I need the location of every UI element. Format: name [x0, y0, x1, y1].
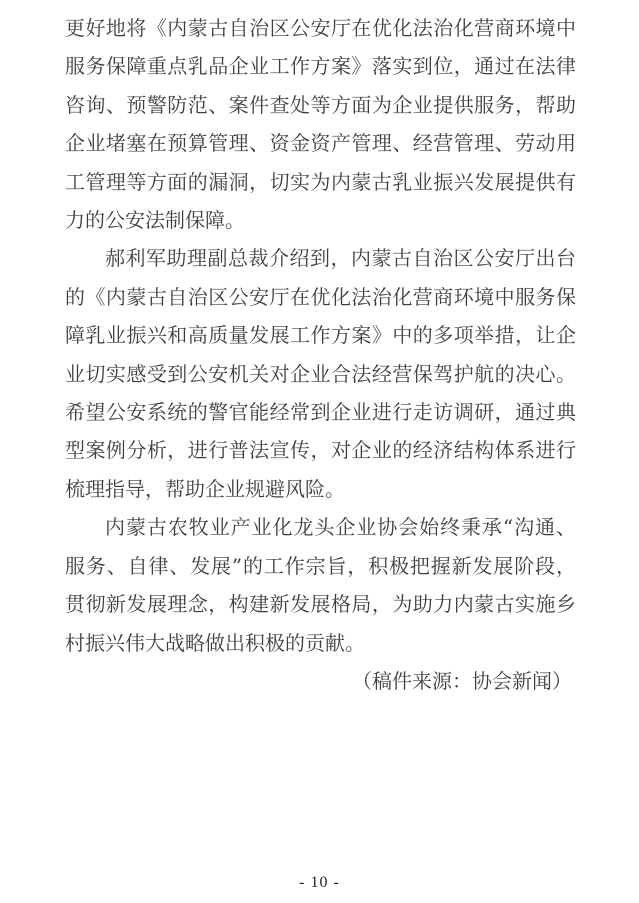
text-line: 梳理指导，帮助企业规避风险。	[65, 476, 345, 501]
text-line: 服务、自律、发展”的工作宗旨，积极把握新发展阶段，	[65, 553, 576, 578]
text-line: 工管理等方面的漏洞，切实为内蒙古乳业振兴发展提供有	[65, 169, 576, 194]
text-line: 障乳业振兴和高质量发展工作方案》中的多项举措，让企	[65, 323, 576, 348]
attribution-line: （稿件来源：协会新闻）	[352, 668, 572, 693]
text-line: 咨询、预警防范、案件查处等方面为企业提供服务，帮助	[65, 92, 576, 117]
text-line: 的《内蒙古自治区公安厅在优化法治化营商环境中服务保	[65, 284, 576, 309]
text-line: 业切实感受到公安机关对企业合法经营保驾护航的决心。	[65, 361, 576, 386]
text-line: 贯彻新发展理念，构建新发展格局，为助力内蒙古实施乡	[65, 592, 576, 617]
text-line: 希望公安系统的警官能经常到企业进行走访调研，通过典	[65, 400, 576, 425]
document-body	[65, 9, 576, 700]
text-line: 服务保障重点乳品企业工作方案》落实到位，通过在法律	[65, 54, 576, 79]
text-line: 郝利军助理副总裁介绍到，内蒙古自治区公安厅出台	[105, 246, 576, 271]
text-line: 力的公安法制保障。	[65, 208, 245, 233]
page-number: - 10 -	[299, 874, 340, 891]
text-line: 型案例分析，进行普法宣传，对企业的经济结构体系进行	[65, 438, 576, 463]
text-line: 内蒙古农牧业产业化龙头企业协会始终秉承“沟通、	[105, 515, 576, 540]
text-line: 企业堵塞在预算管理、资金资产管理、经营管理、劳动用	[65, 131, 576, 156]
text-line: 更好地将《内蒙古自治区公安厅在优化法治化营商环境中	[65, 16, 576, 40]
page-footer	[0, 874, 639, 898]
text-line: 村振兴伟大战略做出积极的贡献。	[65, 630, 365, 655]
